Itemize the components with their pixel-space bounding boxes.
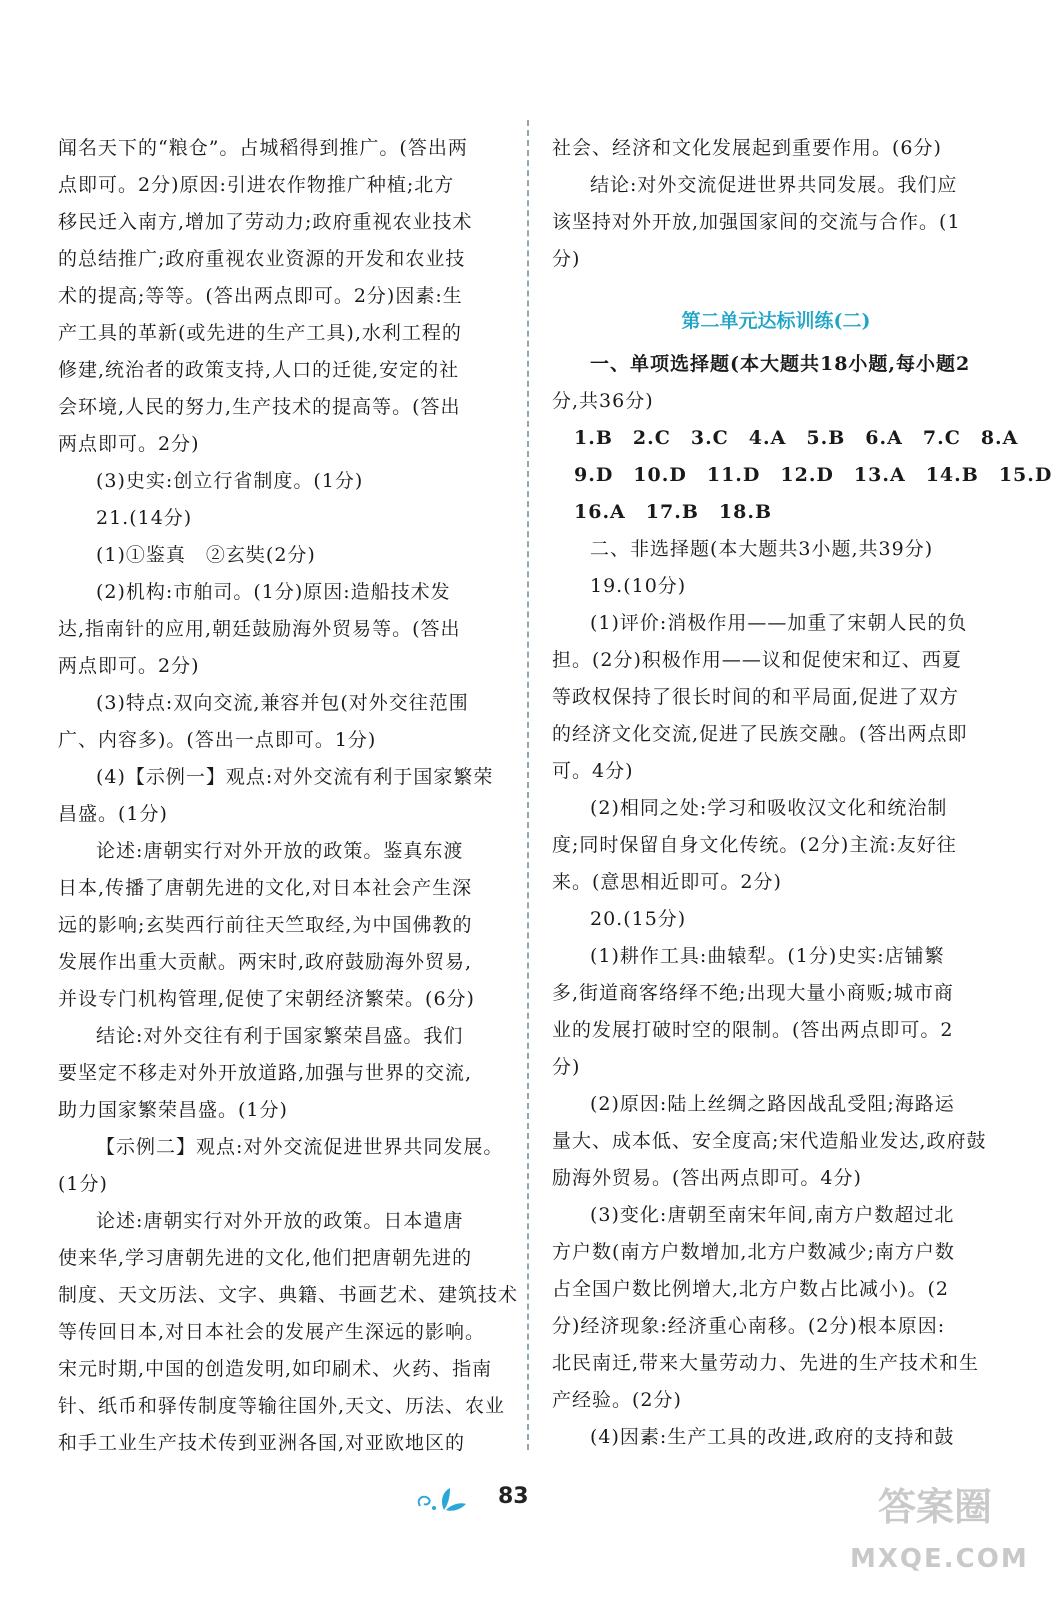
text-line: (4)【示例一】观点:对外交流有利于国家繁荣 bbox=[96, 766, 494, 788]
text-line: 该坚持对外开放,加强国家间的交流与合作。(1 bbox=[552, 211, 961, 233]
right-column bbox=[552, 130, 1052, 1456]
text-line: (2)相同之处:学习和吸收汉文化和统治制 bbox=[590, 797, 948, 819]
text-line: 达,指南针的应用,朝廷鼓励海外贸易等。(答出 bbox=[58, 618, 461, 640]
section-heading: 第二单元达标训练(二) bbox=[681, 310, 871, 332]
text-line: 20.(15分) bbox=[590, 908, 687, 930]
text-line: 等传回日本,对日本社会的发展产生深远的影响。 bbox=[58, 1321, 486, 1343]
text-line: 分) bbox=[552, 1056, 581, 1078]
text-line: 修建,统治者的政策支持,人口的迁徙,安定的社 bbox=[58, 359, 460, 381]
text-line: (3)变化:唐朝至南宋年间,南方户数超过北 bbox=[590, 1204, 955, 1226]
text-line: 9.D 10.D 11.D 12.D 13.A 14.B 15.D bbox=[574, 464, 1052, 486]
watermark-url: MXQE.COM bbox=[850, 1544, 1029, 1574]
text-line: 术的提高;等等。(答出两点即可。2分)因素:生 bbox=[58, 285, 463, 307]
text-line: 广、内容多)。(答出一点即可。1分) bbox=[58, 729, 377, 751]
text-line: (1)评价:消极作用——加重了宋朝人民的负 bbox=[590, 612, 968, 634]
text-line: (1分) bbox=[58, 1173, 108, 1195]
text-line: 分,共36分) bbox=[552, 390, 654, 412]
text-line: (2)原因:陆上丝绸之路因战乱受阻;海路运 bbox=[590, 1093, 955, 1115]
text-line: 可。4分) bbox=[552, 760, 634, 782]
text-line: 度;同时保留自身文化传统。(2分)主流:友好往 bbox=[552, 834, 957, 856]
text-line: 助力国家繁荣昌盛。(1分) bbox=[58, 1099, 288, 1121]
text-line: 要坚定不移走对外开放道路,加强与世界的交流, bbox=[58, 1062, 473, 1084]
text-line: 闻名天下的“粮仓”。占城稻得到推广。(答出两 bbox=[58, 137, 468, 159]
text-line: 制度、天文历法、文字、典籍、书画艺术、建筑技术 bbox=[58, 1284, 519, 1306]
text-line: 来。(意思相近即可。2分) bbox=[552, 871, 782, 893]
text-line: 16.A 17.B 18.B bbox=[574, 501, 773, 523]
text-line: 两点即可。2分) bbox=[58, 655, 200, 677]
text-line: (4)因素:生产工具的改进,政府的支持和鼓 bbox=[590, 1426, 955, 1448]
text-line: 结论:对外交往有利于国家繁荣昌盛。我们 bbox=[96, 1025, 464, 1047]
text-line: 的总结推广;政府重视农业资源的开发和农业技 bbox=[58, 248, 466, 270]
text-line: 担。(2分)积极作用——议和促使宋和辽、西夏 bbox=[552, 649, 962, 671]
text-line: 宋元时期,中国的创造发明,如印刷术、火药、指南 bbox=[58, 1358, 493, 1380]
text-line: 业的发展打破时空的限制。(答出两点即可。2 bbox=[552, 1019, 954, 1041]
text-line: 结论:对外交流促进世界共同发展。我们应 bbox=[590, 174, 958, 196]
page-ornament-icon bbox=[414, 1484, 474, 1516]
text-line: 和手工业生产技术传到亚洲各国,对亚欧地区的 bbox=[58, 1432, 466, 1454]
text-line: 社会、经济和文化发展起到重要作用。(6分) bbox=[552, 137, 942, 159]
text-line: 励海外贸易。(答出两点即可。4分) bbox=[552, 1167, 862, 1189]
text-line: 产工具的革新(或先进的生产工具),水利工程的 bbox=[58, 322, 462, 344]
text-line: 并设专门机构管理,促使了宋朝经济繁荣。(6分) bbox=[58, 988, 475, 1010]
text-line: 远的影响;玄奘西行前往天竺取经,为中国佛教的 bbox=[58, 914, 473, 936]
watermark-logo bbox=[850, 1476, 1029, 1586]
right-bottom-text bbox=[552, 346, 1052, 1456]
column-divider bbox=[527, 120, 529, 1450]
text-line: (3)特点:双向交流,兼容并包(对外交往范围 bbox=[96, 692, 469, 714]
text-line: 北民南迁,带来大量劳动力、先进的生产技术和生 bbox=[552, 1352, 980, 1374]
text-line: 分) bbox=[552, 248, 581, 270]
right-top-text bbox=[552, 130, 1000, 278]
text-line: 一、单项选择题(本大题共18小题,每小题2 bbox=[590, 353, 971, 375]
text-line: 等政权保持了很长时间的和平局面,促进了双方 bbox=[552, 686, 960, 708]
left-column bbox=[58, 130, 519, 1462]
text-line: 两点即可。2分) bbox=[58, 433, 200, 455]
text-line: 移民迁入南方,增加了劳动力;政府重视农业技术 bbox=[58, 211, 473, 233]
text-line: 点即可。2分)原因:引进农作物推广种植;北方 bbox=[58, 174, 455, 196]
text-line: 产经验。(2分) bbox=[552, 1389, 682, 1411]
text-line: 占全国户数比例增大,北方户数占比减小)。(2 bbox=[552, 1278, 949, 1300]
text-line: 【示例二】观点:对外交流促进世界共同发展。 bbox=[96, 1136, 504, 1158]
text-line: 方户数(南方户数增加,北方户数减少;南方户数 bbox=[552, 1241, 955, 1263]
page-number: 83 bbox=[498, 1484, 529, 1509]
text-line: (2)机构:市舶司。(1分)原因:造船技术发 bbox=[96, 581, 451, 603]
text-line: 会环境,人民的努力,生产技术的提高等。(答出 bbox=[58, 396, 461, 418]
text-line: 21.(14分) bbox=[96, 507, 193, 529]
text-line: 分)经济现象:经济重心南移。(2分)根本原因: bbox=[552, 1315, 946, 1337]
text-line: 论述:唐朝实行对外开放的政策。鉴真东渡 bbox=[96, 840, 464, 862]
text-line: (3)史实:创立行省制度。(1分) bbox=[96, 470, 364, 492]
text-line: 19.(10分) bbox=[590, 575, 687, 597]
text-line: 使来华,学习唐朝先进的文化,他们把唐朝先进的 bbox=[58, 1247, 473, 1269]
text-line: 论述:唐朝实行对外开放的政策。日本遣唐 bbox=[96, 1210, 464, 1232]
text-line: 多,街道商客络绎不绝;出现大量小商贩;城市商 bbox=[552, 982, 954, 1004]
text-line: (1)耕作工具:曲辕犁。(1分)史实:店铺繁 bbox=[590, 945, 945, 967]
text-line: 二、非选择题(本大题共3小题,共39分) bbox=[590, 538, 934, 560]
watermark-text: 答案圈 bbox=[877, 1485, 992, 1529]
text-line: 昌盛。(1分) bbox=[58, 803, 168, 825]
text-line: 针、纸币和驿传制度等输往国外,天文、历法、农业 bbox=[58, 1395, 506, 1417]
text-line: 1.B 2.C 3.C 4.A 5.B 6.A 7.C 8.A bbox=[574, 427, 1019, 449]
text-line: 的经济文化交流,促进了民族交融。(答出两点即 bbox=[552, 723, 968, 745]
text-line: 量大、成本低、安全度高;宋代造船业发达,政府鼓 bbox=[552, 1130, 987, 1152]
text-line: (1)①鉴真 ②玄奘(2分) bbox=[96, 544, 316, 566]
text-line: 发展作出重大贡献。两宋时,政府鼓励海外贸易, bbox=[58, 951, 473, 973]
text-line: 日本,传播了唐朝先进的文化,对日本社会产生深 bbox=[58, 877, 473, 899]
